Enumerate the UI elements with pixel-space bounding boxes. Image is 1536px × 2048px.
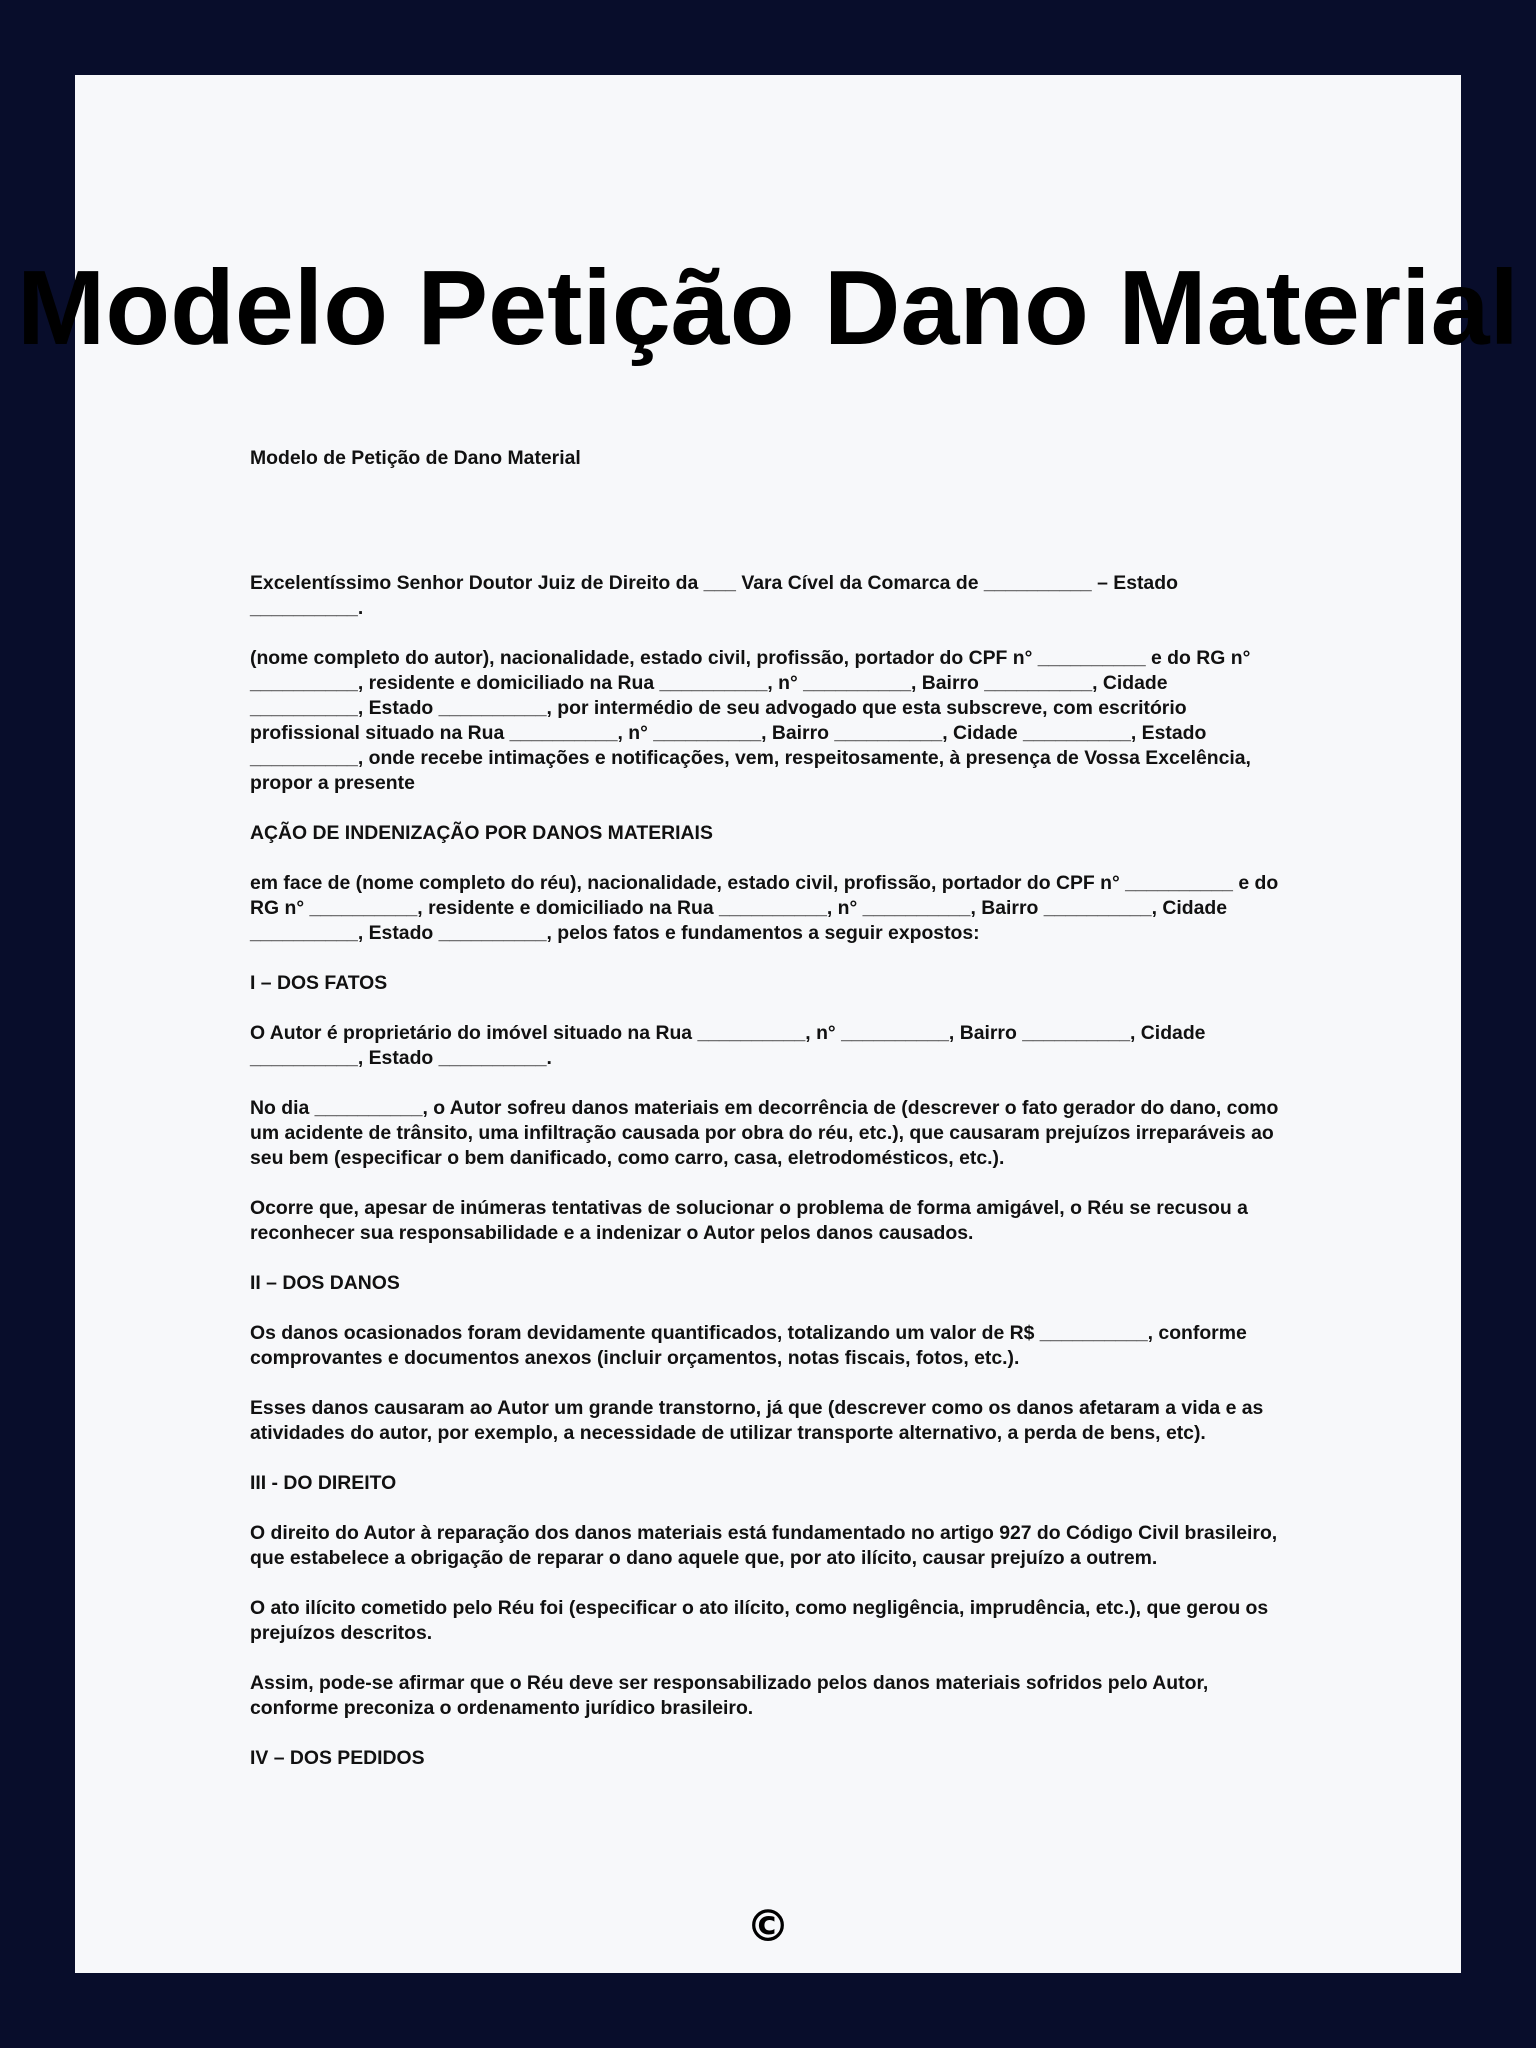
section-heading-facts: I – DOS FATOS xyxy=(250,972,388,994)
page-title: Modelo Petição Dano Material xyxy=(17,249,1519,367)
plaintiff-qualification-paragraph: (nome completo do autor), nacionalidade, estado civil, profissão, portador do CPF n° __________ e do RG n° __________, residente e domiciliado na Rua __________, n° __________, Bairro __________, Cidade __________, Estado __________, por intermédio de seu advogado que esta subscreve, com escritório profissional situado na Rua __________, n° __________, Bairro __________, Cidade __________, Estado __________, onde recebe intimações e notificações, vem, respeitosamente, à presença de Vossa Excelência, propor a presente xyxy=(250,647,1251,794)
address-paragraph: Excelentíssimo Senhor Doutor Juiz de Direito da ___ Vara Cível da Comarca de __________ – Estado __________. xyxy=(250,572,1178,619)
section-heading-requests: IV – DOS PEDIDOS xyxy=(250,1747,425,1769)
copyright-icon: © xyxy=(746,1901,790,1952)
law-paragraph-1: O direito do Autor à reparação dos danos materiais está fundamentado no artigo 927 do Código Civil brasileiro, que estabelece a obrigação de reparar o dano aquele que, por ato ilícito, causar prejuízo a outrem. xyxy=(250,1522,1278,1569)
damages-paragraph-1: Os danos ocasionados foram devidamente quantificados, totalizando um valor de R$ __________, conforme comprovantes e documentos anexos (incluir orçamentos, notas fiscais, fotos, etc.). xyxy=(250,1322,1247,1369)
law-paragraph-3: Assim, pode-se afirmar que o Réu deve ser responsabilizado pelos danos materiais sofridos pelo Autor, conforme preconiza o ordenamento jurídico brasileiro. xyxy=(250,1672,1209,1719)
damages-paragraph-2: Esses danos causaram ao Autor um grande transtorno, já que (descrever como os danos afetaram a vida e as atividades do autor, por exemplo, a necessidade de utilizar transporte alternativo, a perda de bens, etc). xyxy=(250,1397,1264,1444)
document-title: Modelo de Petição de Dano Material xyxy=(250,447,581,469)
section-heading-law: III - DO DIREITO xyxy=(250,1472,397,1494)
facts-paragraph-2: No dia __________, o Autor sofreu danos materiais em decorrência de (descrever o fato gerador do dano, como um acidente de trânsito, uma infiltração causada por obra do réu, etc.), que causaram prejuízos irreparáveis ao seu bem (especificar o bem danificado, como carro, casa, eletrodomésticos, etc.). xyxy=(250,1097,1279,1169)
document-body xyxy=(250,446,1280,1796)
defendant-qualification-paragraph: em face de (nome completo do réu), nacionalidade, estado civil, profissão, portador do CPF n° __________ e do RG n° __________, residente e domiciliado na Rua __________, n° __________, Bairro __________, Cidade __________, Estado __________, pelos fatos e fundamentos a seguir expostos: xyxy=(250,872,1279,944)
law-paragraph-2: O ato ilícito cometido pelo Réu foi (especificar o ato ilícito, como negligência, imprudência, etc.), que gerou os prejuízos descritos. xyxy=(250,1597,1269,1644)
facts-paragraph-3: Ocorre que, apesar de inúmeras tentativas de solucionar o problema de forma amigável, o Réu se recusou a reconhecer sua responsabilidade e a indenizar o Autor pelos danos causados. xyxy=(250,1197,1248,1244)
action-heading: AÇÃO DE INDENIZAÇÃO POR DANOS MATERIAIS xyxy=(250,822,713,844)
section-heading-damages: II – DOS DANOS xyxy=(250,1272,400,1294)
facts-paragraph-1: O Autor é proprietário do imóvel situado na Rua __________, n° __________, Bairro __________, Cidade __________, Estado __________. xyxy=(250,1022,1206,1069)
